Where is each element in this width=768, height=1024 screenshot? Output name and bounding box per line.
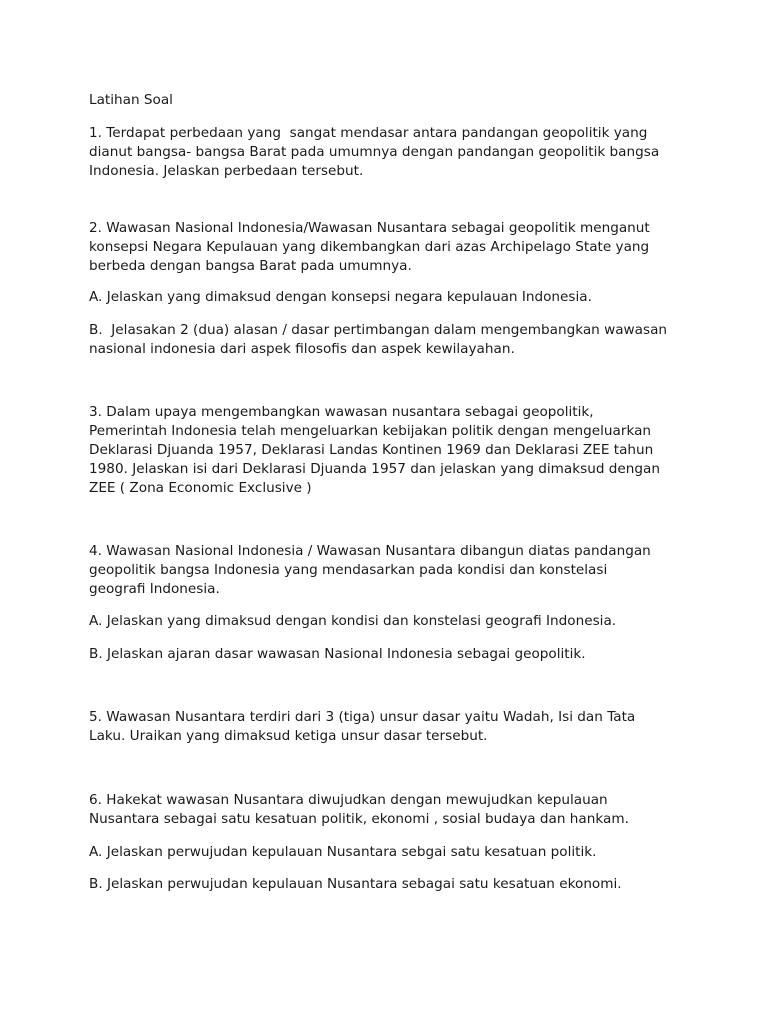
question-line: konsepsi Negara Kepulauan yang dikembangkan dari azas Archipelago State yang	[89, 239, 650, 255]
question-line: 2. Wawasan Nasional Indonesia/Wawasan Nusantara sebagai geopolitik menganut	[89, 220, 650, 236]
question-line: A. Jelaskan yang dimaksud dengan konsepsi negara kepulauan Indonesia.	[89, 289, 592, 305]
question-4	[89, 542, 689, 599]
question-line: 6. Hakekat wawasan Nusantara diwujudkan dengan mewujudkan kepulauan	[89, 792, 608, 808]
question-6a	[89, 843, 689, 862]
question-line: nasional indonesia dari aspek filosofis dan aspek kewilayahan.	[89, 341, 515, 357]
question-4a	[89, 612, 689, 631]
question-line: ZEE ( Zona Economic Exclusive )	[89, 480, 312, 496]
question-line: 4. Wawasan Nasional Indonesia / Wawasan Nusantara dibangun diatas pandangan	[89, 543, 651, 559]
question-2b	[89, 321, 689, 359]
question-line: Laku. Uraikan yang dimaksud ketiga unsur dasar tersebut.	[89, 728, 488, 744]
question-line: A. Jelaskan yang dimaksud dengan kondisi dan konstelasi geografi Indonesia.	[89, 613, 617, 629]
question-5	[89, 708, 689, 746]
question-line: 1980. Jelaskan isi dari Deklarasi Djuanda 1957 dan jelaskan yang dimaksud dengan	[89, 461, 660, 477]
document-title: Latihan Soal	[89, 92, 173, 108]
question-line: Nusantara sebagai satu kesatuan politik, ekonomi , sosial budaya dan hankam.	[89, 811, 629, 827]
question-2	[89, 219, 689, 276]
question-line: Pemerintah Indonesia telah mengeluarkan kebijakan politik dengan mengeluarkan	[89, 423, 652, 439]
question-line: B. Jelaskan perwujudan kepulauan Nusantara sebagai satu kesatuan ekonomi.	[89, 876, 622, 892]
question-line: dianut bangsa- bangsa Barat pada umumnya dengan pandangan geopolitik bangsa	[89, 144, 660, 160]
question-line: Indonesia. Jelaskan perbedaan tersebut.	[89, 163, 364, 179]
question-6b	[89, 875, 689, 894]
question-line: berbeda dengan bangsa Barat pada umumnya.	[89, 258, 412, 274]
question-line: B. Jelaskan ajaran dasar wawasan Nasional Indonesia sebagai geopolitik.	[89, 646, 586, 662]
question-2a	[89, 288, 689, 307]
question-line: 3. Dalam upaya mengembangkan wawasan nusantara sebagai geopolitik,	[89, 404, 594, 420]
question-line: geografi Indonesia.	[89, 581, 220, 597]
question-line: A. Jelaskan perwujudan kepulauan Nusantara sebgai satu kesatuan politik.	[89, 844, 597, 860]
question-3	[89, 403, 689, 498]
question-line: 1. Terdapat perbedaan yang sangat mendasar antara pandangan geopolitik yang	[89, 125, 648, 141]
question-6	[89, 791, 689, 829]
question-line: 5. Wawasan Nusantara terdiri dari 3 (tiga) unsur dasar yaitu Wadah, Isi dan Tata	[89, 709, 636, 725]
question-1	[89, 124, 689, 181]
question-line: geopolitik bangsa Indonesia yang mendasarkan pada kondisi dan konstelasi	[89, 562, 608, 578]
question-line: Deklarasi Djuanda 1957, Deklarasi Landas Kontinen 1969 dan Deklarasi ZEE tahun	[89, 442, 654, 458]
question-line: B. Jelasakan 2 (dua) alasan / dasar pertimbangan dalam mengembangkan wawasan	[89, 322, 668, 338]
question-4b	[89, 645, 689, 664]
